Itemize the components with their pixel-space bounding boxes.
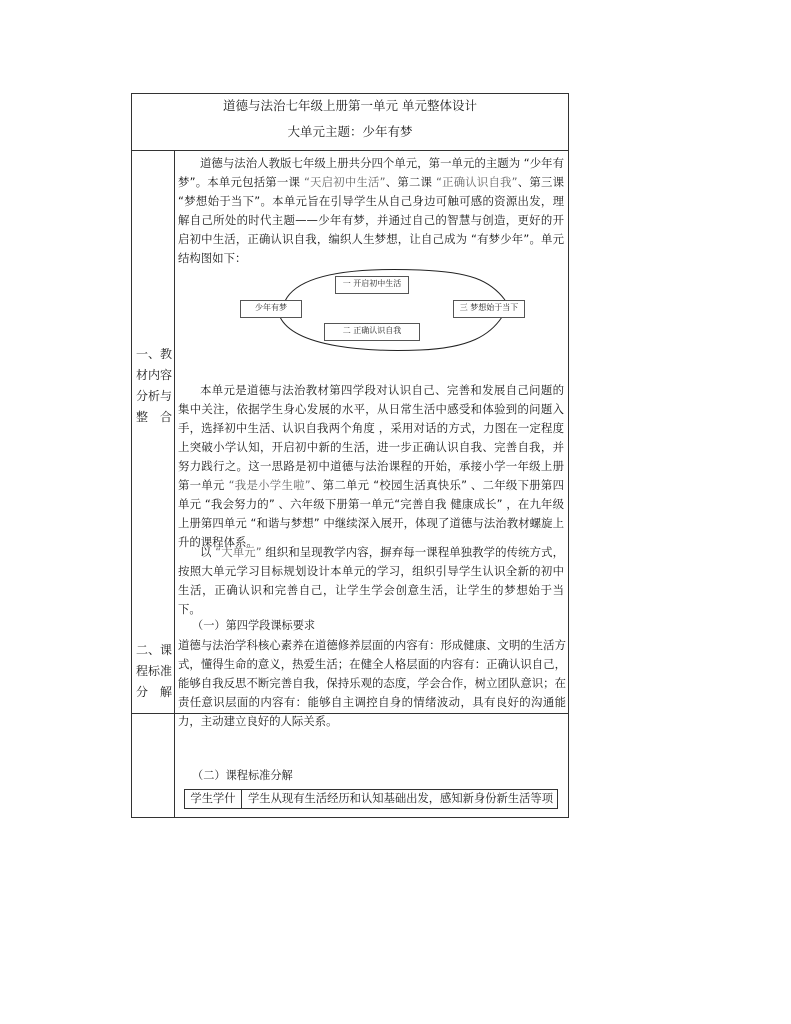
section1-paragraph-2: 本单元是道德与法治教材第四学段对认识自己、完善和发展自己问题的集中关注，依据学生身心发展的水平，从日常生活中感受和体验到的问题入手，选择初中生活、认识自我两个角度 ，采用对话的方式，力图在一定程度上突破小学认知，开启初中新的生活，进一步正确认识自我、完善自我，并努力践行之。这一思路是初中道德与法治课程的开始，承接小学一年级上册第一单元 “我是小学生啦”、第二单元 “校园生活真快乐” 、二年级下册第四单元 “我会努力的” 、六年级下册第一单元“完善自我 健康成长” ，在九年级上册第四单元 “和谐与梦想” 中继续深入展开，体现了道德与法治教材螺旋上升的课程体系。	[178, 383, 564, 549]
section1-paragraph-3: 以 “大单元” 组织和呈现教学内容，摒弃每一课程单独教学的传统方式，按照大单元学习目标规划设计本单元的学习，组织引导学生认识全新的初中生活，正确认识和完善自己，让学生学会创意生活，让学生的梦想始于当下。	[178, 545, 565, 616]
breakdown-table-cell-content: 学生从现有生活经历和认知基础出发，感知新身份新生活等项	[248, 792, 554, 805]
section1-label: 一、教材内容分析与整合	[136, 347, 173, 424]
unit-theme-title: 大单元主题：少年有梦	[287, 124, 413, 139]
diagram-node-youth-dream: 少年有梦	[240, 300, 302, 318]
title-header	[132, 94, 568, 151]
section2-label: 二、课程标准分解	[136, 643, 173, 699]
unit-design-table	[131, 93, 569, 818]
diagram-node-lesson-2: 二 正确认识自我	[324, 323, 420, 341]
breakdown-table	[184, 789, 558, 809]
curriculum-requirements-heading: （一）第四学段课标要求	[192, 619, 316, 632]
curriculum-breakdown-heading: （二）课程标准分解	[192, 769, 293, 782]
breakdown-table-cell-label: 学生学什	[185, 790, 242, 808]
document-title: 道德与法治七年级上册第一单元 单元整体设计	[223, 98, 477, 113]
column-divider	[174, 150, 175, 817]
diagram-node-lesson-3: 三 梦想始于当下	[453, 300, 525, 318]
diagram-node-lesson-1: 一 开启初中生活	[335, 276, 409, 294]
section2-paragraph: 道德与法治学科核心素养在道德修养层面的内容有：形成健康、文明的生活方式，懂得生命的意义，热爱生活；在健全人格层面的内容有：正确认识自己，能够自我反思不断完善自我，保持乐观的态度，学会合作，树立团队意识；在责任意识层面的内容有：能够自主调控自身的情绪波动，具有良好的沟通能力，主动建立良好的人际关系。	[178, 638, 566, 728]
section1-paragraph-1: 道德与法治人教版七年级上册共分四个单元，第一单元的主题为 “少年有梦”。本单元包括第一课 “天启初中生活”、第二课 “正确认识自我”、第三课 “梦想始于当下”。本单元旨在引导学生从自己身边可触可感的资源出发，理解自己所处的时代主题——少年有梦，并通过自己的智慧与创造，更好的开启初中生活，正确认识自我，编织人生梦想，让自己成为 “有梦少年”。单元结构图如下：	[178, 156, 564, 265]
unit-structure-diagram	[240, 260, 540, 380]
